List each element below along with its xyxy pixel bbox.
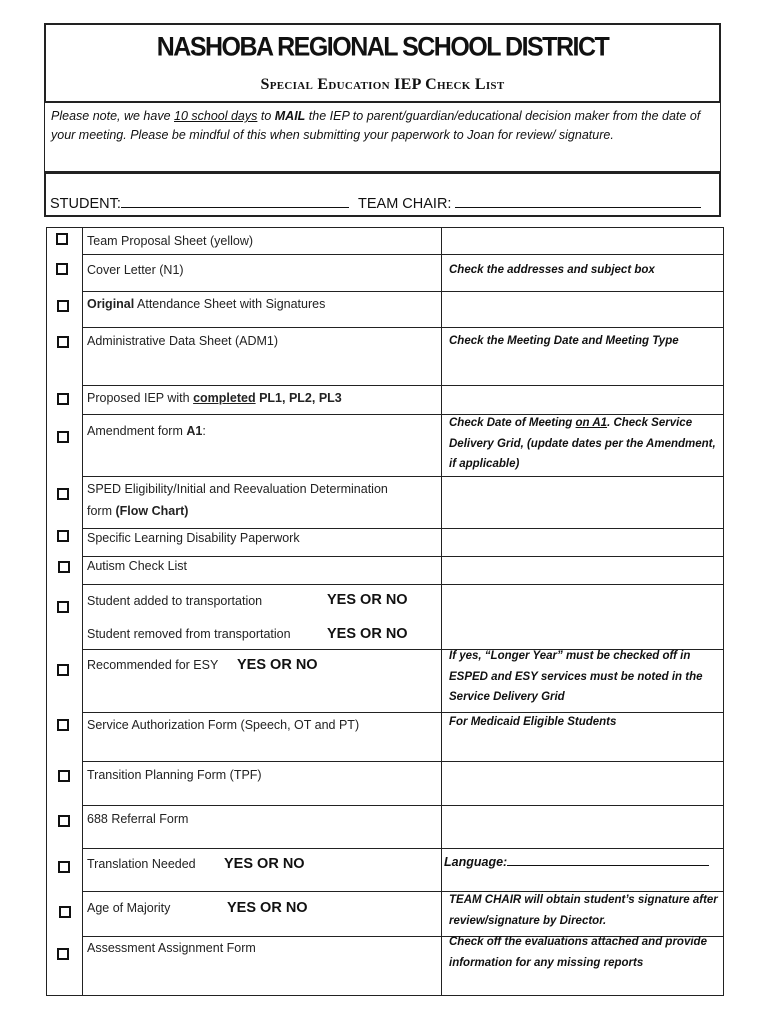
item-cover-letter: Cover Letter (N1) xyxy=(87,263,184,277)
age-majority-yes-or-no[interactable]: YES OR NO xyxy=(227,900,308,916)
fields-box xyxy=(44,172,721,217)
grid-rule xyxy=(82,556,723,557)
checkbox-amendment[interactable] xyxy=(57,431,69,443)
district-title: NASHOBA REGIONAL SCHOOL DISTRICT xyxy=(156,31,609,63)
note-amendment xyxy=(449,413,721,475)
transport-added-yes-or-no[interactable]: YES OR NO xyxy=(327,592,408,608)
team-chair-label: TEAM CHAIR: xyxy=(358,196,452,212)
grid-rule xyxy=(82,848,723,849)
item-team-proposal: Team Proposal Sheet (yellow) xyxy=(87,234,254,248)
grid-rule xyxy=(82,584,723,585)
item-688-referral: 688 Referral Form xyxy=(87,812,189,826)
note-amendment-pre: Check Date of Meeting xyxy=(449,417,576,429)
note-amendment-on-a1: on A1 xyxy=(575,417,608,429)
team-chair-line[interactable] xyxy=(455,194,701,208)
item-sped-line2 xyxy=(87,504,188,518)
note-service-auth: For Medicaid Eligible Students xyxy=(449,716,617,728)
checkbox-688-referral[interactable] xyxy=(58,815,70,827)
checkbox-service-auth[interactable] xyxy=(57,719,69,731)
item-transport-added: Student added to transportation xyxy=(87,594,263,608)
grid-rule xyxy=(82,761,723,762)
team-chair-field[interactable] xyxy=(358,194,701,212)
checkbox-esy[interactable] xyxy=(57,664,69,676)
grid-rule xyxy=(82,254,723,255)
item-age-majority: Age of Majority xyxy=(87,901,171,915)
submission-note xyxy=(44,102,721,172)
language-line[interactable] xyxy=(507,854,709,866)
item-proposed-iep-pre: Proposed IEP with xyxy=(87,391,194,405)
checklist-title: Special Education IEP Check List xyxy=(260,76,505,93)
item-sped-line1: SPED Eligibility/Initial and Reevaluation Determination xyxy=(87,482,388,496)
student-field[interactable] xyxy=(50,194,349,212)
language-field[interactable] xyxy=(444,852,716,873)
note-assessment: Check off the evaluations attached and provide information for any missing reports xyxy=(449,936,707,969)
item-amendment-a1: A1 xyxy=(186,424,203,438)
item-proposed-iep-forms: PL1, PL2, PL3 xyxy=(255,391,342,405)
item-translation: Translation Needed xyxy=(87,857,196,871)
checkbox-sped-eligibility[interactable] xyxy=(57,488,69,500)
checkbox-transportation[interactable] xyxy=(57,601,69,613)
note-age-majority: TEAM CHAIR will obtain student’s signature after review/signature by Director. xyxy=(449,894,718,927)
checkbox-cover-letter[interactable] xyxy=(56,263,68,275)
item-amendment-pre: Amendment form xyxy=(87,424,187,438)
note-text: Please note, we have xyxy=(51,109,174,123)
grid-divider xyxy=(82,228,83,995)
item-sped-line2-pre: form xyxy=(87,504,116,518)
item-transport-removed: Student removed from transportation xyxy=(87,627,291,641)
item-autism: Autism Check List xyxy=(87,559,188,573)
student-line[interactable] xyxy=(121,194,349,208)
grid-divider xyxy=(441,228,442,995)
transport-removed-yes-or-no[interactable]: YES OR NO xyxy=(327,626,408,642)
grid-rule xyxy=(82,291,723,292)
item-esy: Recommended for ESY xyxy=(87,658,219,672)
note-admin-data: Check the Meeting Date and Meeting Type xyxy=(449,335,679,347)
item-transition: Transition Planning Form (TPF) xyxy=(87,768,262,782)
grid-rule xyxy=(82,327,723,328)
item-attendance-bold: Original xyxy=(87,297,135,311)
checkbox-autism[interactable] xyxy=(58,561,70,573)
note-mail: MAIL xyxy=(274,109,306,123)
note-text: to xyxy=(257,109,275,123)
item-proposed-iep-completed: completed xyxy=(193,391,256,405)
note-days: 10 school days xyxy=(174,109,258,123)
checkbox-transition[interactable] xyxy=(58,770,70,782)
student-label: STUDENT: xyxy=(50,196,121,212)
checkbox-translation[interactable] xyxy=(58,861,70,873)
grid-rule xyxy=(82,476,723,477)
grid-rule xyxy=(82,805,723,806)
item-attendance-rest: Attendance Sheet with Signatures xyxy=(134,297,326,311)
note-text: the IEP to parent/guardian/educational decision maker from the date of your meeting. Please be mindful of this when submitting your paperwork to Joan for review/ signature. xyxy=(51,109,701,142)
grid-rule xyxy=(82,528,723,529)
checkbox-age-majority[interactable] xyxy=(59,906,71,918)
translation-yes-or-no[interactable]: YES OR NO xyxy=(224,856,305,872)
checkbox-admin-data[interactable] xyxy=(57,336,69,348)
item-attendance xyxy=(87,297,325,311)
note-amendment-post: . Check Service Delivery Grid, (update dates per the Amendment, if applicable) xyxy=(449,417,716,470)
item-amendment-post: : xyxy=(202,424,206,438)
note-esy: If yes, “Longer Year” must be checked off in ESPED and ESY services must be noted in the Service Delivery Grid xyxy=(449,650,703,703)
checkbox-team-proposal[interactable] xyxy=(56,233,68,245)
header-box xyxy=(44,23,721,103)
item-assessment: Assessment Assignment Form xyxy=(87,941,256,955)
item-proposed-iep xyxy=(87,391,342,405)
note-cover-letter: Check the addresses and subject box xyxy=(449,264,655,276)
checkbox-sld[interactable] xyxy=(57,530,69,542)
checkbox-assessment[interactable] xyxy=(57,948,69,960)
item-service-auth: Service Authorization Form (Speech, OT and PT) xyxy=(87,718,360,732)
grid-rule xyxy=(82,385,723,386)
checkbox-attendance[interactable] xyxy=(57,300,69,312)
item-amendment xyxy=(87,424,206,438)
item-sld: Specific Learning Disability Paperwork xyxy=(87,531,300,545)
item-admin-data: Administrative Data Sheet (ADM1) xyxy=(87,334,279,348)
checkbox-proposed-iep[interactable] xyxy=(57,393,69,405)
language-label: Language: xyxy=(444,855,508,869)
item-sped-line2-bold: (Flow Chart) xyxy=(115,504,189,518)
esy-yes-or-no[interactable]: YES OR NO xyxy=(237,657,318,673)
